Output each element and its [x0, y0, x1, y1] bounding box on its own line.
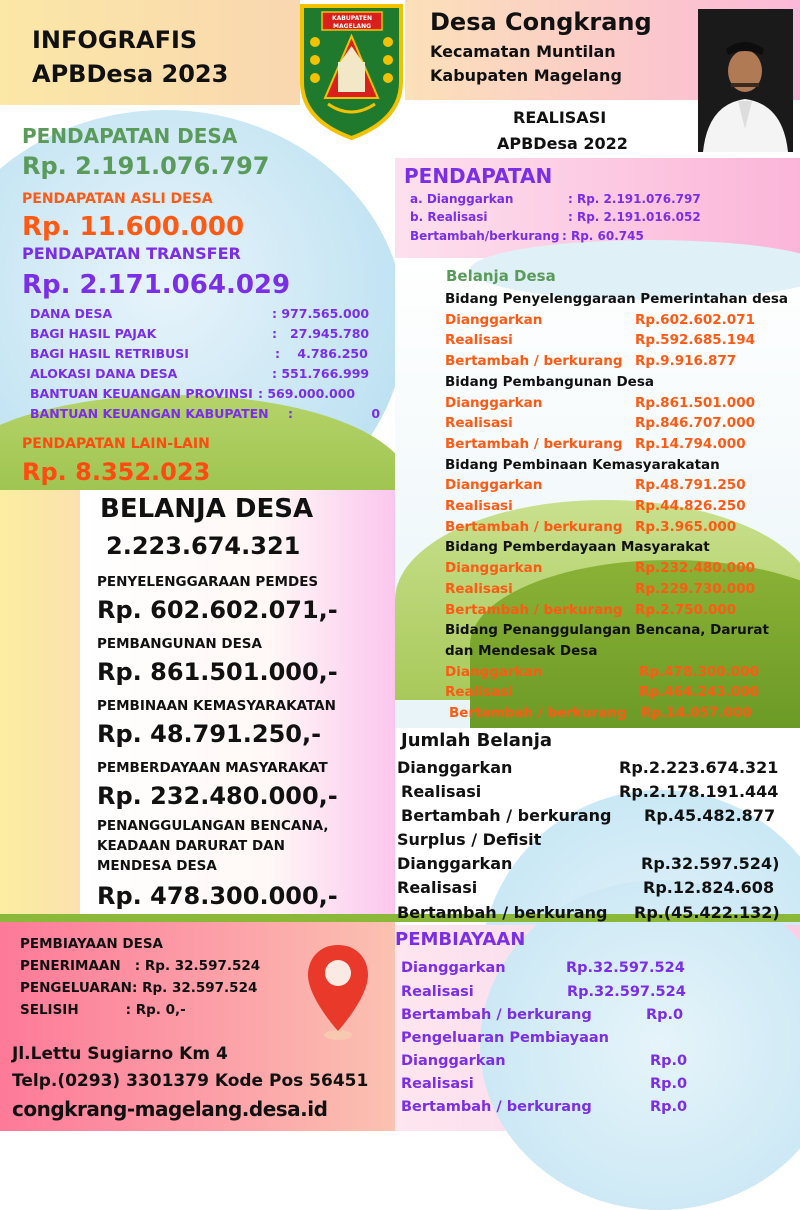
- bidang-row: [445, 519, 785, 537]
- transfer-item: [30, 386, 370, 404]
- svg-text:KABUPATEN: KABUPATEN: [332, 15, 372, 22]
- row-value: Rp.2.750.000: [635, 601, 737, 618]
- row-label: Dianggarkan: [445, 663, 543, 680]
- pad-value: Rp. 11.600.000: [22, 212, 245, 242]
- bencana-label-line2: KEADAAN DARURAT DAN: [97, 838, 285, 854]
- row-value: Rp.229.730.000: [635, 580, 755, 597]
- bidang-row: [445, 332, 785, 350]
- belanja-item-label: PEMBERDAYAAN MASYARAKAT: [97, 760, 328, 776]
- bencana-value: Rp. 478.300.000,-: [97, 882, 338, 910]
- row-label: Dianggarkan: [401, 960, 506, 976]
- row-value: Rp.32.597.524: [566, 960, 685, 976]
- belanja-item-label: PEMBINAAN KEMASYARAKATAN: [97, 698, 336, 714]
- transfer-item-label: BAGI HASIL PAJAK: [30, 326, 157, 341]
- transfer-value: Rp. 2.171.064.029: [22, 270, 291, 300]
- row-label: Bertambah/berkurang: [410, 229, 560, 243]
- row-value: : Rp. 60.745: [562, 229, 644, 243]
- belanja-item-value: Rp. 602.602.071,-: [97, 596, 338, 624]
- bidang-name: Bidang Pembangunan Desa: [445, 373, 654, 390]
- row-value: Rp.0: [650, 1076, 688, 1092]
- belanja-item-value: Rp. 861.501.000,-: [97, 658, 338, 686]
- bidang-row: [445, 581, 785, 599]
- row-value: Rp.464.243.000: [639, 684, 759, 701]
- row-label: Realisasi: [445, 684, 513, 701]
- header-title-line2: APBDesa 2023: [32, 60, 229, 88]
- bidang-name: Bidang Penyelenggaraan Pemerintahan desa: [445, 291, 789, 307]
- row-value: Rp.12.824.608: [643, 878, 775, 897]
- transfer-title: PENDAPATAN TRANSFER: [22, 244, 241, 263]
- bidang-row: [445, 415, 785, 433]
- lain-title: PENDAPATAN LAIN-LAIN: [22, 436, 210, 452]
- belanja-item-label: PENYELENGGARAAN PEMDES: [97, 574, 319, 590]
- transfer-item-value: : 0: [288, 406, 381, 421]
- row-value: Rp.232.480.000: [635, 560, 755, 577]
- phone: Telp.(0293) 3301379 Kode Pos 56451: [12, 1071, 369, 1091]
- transfer-item: [30, 326, 370, 344]
- pembiayaan-item: PENGELUARAN: Rp. 32.597.524: [20, 980, 258, 996]
- row-value: : Rp. 2.191.016.052: [568, 210, 701, 224]
- transfer-item-label: ALOKASI DANA DESA: [30, 366, 178, 381]
- pembiayaan-desa-title: PEMBIAYAAN DESA: [20, 936, 163, 952]
- transfer-item: [30, 346, 370, 364]
- row-label: b. Realisasi: [410, 210, 488, 224]
- svg-text:MAGELANG: MAGELANG: [332, 23, 372, 30]
- bidang-row: [445, 664, 785, 682]
- transfer-item-value: : 4.786.250: [275, 346, 368, 361]
- pengeluaran-row: [401, 1053, 791, 1073]
- transfer-item-value: : 569.000.000: [258, 386, 356, 401]
- address: Jl.Lettu Sugiarno Km 4: [12, 1044, 228, 1064]
- pendapatan-desa-total: Rp. 2.191.076.797: [22, 152, 270, 180]
- transfer-item-value: : 27.945.780: [272, 326, 370, 341]
- header-title-line1: INFOGRAFIS: [32, 26, 198, 54]
- row-label: Dianggarkan: [445, 311, 543, 328]
- row-value: Rp.48.791.250: [635, 477, 746, 494]
- jumlah-row: [397, 758, 797, 780]
- row-value: Rp.0: [646, 1007, 684, 1023]
- regency-name: Kabupaten Magelang: [430, 66, 622, 85]
- jumlah-row: [401, 782, 800, 804]
- bidang-row: [445, 684, 785, 702]
- pengeluaran-row: [401, 1076, 791, 1096]
- bidang-name: Bidang Pembinaan Kemasyarakatan: [445, 456, 720, 473]
- transfer-item-label: BANTUAN KEUANGAN KABUPATEN: [30, 406, 269, 421]
- row-label: a. Dianggarkan: [410, 192, 514, 206]
- row-label: Realisasi: [445, 498, 513, 514]
- row-label: Dianggarkan: [397, 854, 513, 873]
- row-value: Rp.846.707.000: [635, 415, 755, 432]
- row-value: Rp.45.482.877: [644, 806, 776, 825]
- pembiayaan-row: [401, 960, 791, 980]
- bidang-row: [445, 560, 785, 578]
- location-pin-icon: [306, 943, 370, 1043]
- row-label: Dianggarkan: [445, 560, 543, 577]
- right-pendapatan-row: [410, 192, 790, 208]
- row-label: Bertambah / berkurang: [445, 353, 623, 370]
- row-value: Rp.478.300.000: [639, 663, 759, 680]
- surplus-row: [397, 878, 797, 900]
- row-label: Bertambah / berkurang: [397, 903, 608, 922]
- pembiayaan-row: [401, 1007, 791, 1027]
- bidang-name: Bidang Pemberdayaan Masyarakat: [445, 539, 710, 556]
- district-name: Kecamatan Muntilan: [430, 42, 616, 61]
- row-label: Realisasi: [397, 878, 478, 897]
- row-label: Bertambah / berkurang: [445, 435, 623, 452]
- row-label: Bertambah / berkurang: [401, 1007, 592, 1023]
- row-value: Rp.2.178.191.444: [619, 782, 779, 801]
- right-belanja-title: Belanja Desa: [446, 267, 556, 285]
- village-name: Desa Congkrang: [430, 8, 652, 36]
- bidang-row: [445, 477, 785, 495]
- pendapatan-desa-title: PENDAPATAN DESA: [22, 124, 238, 148]
- right-pembiayaan-title: PEMBIAYAAN: [395, 929, 526, 950]
- row-value: Rp.3.965.000: [635, 518, 737, 535]
- regency-logo: [298, 2, 405, 140]
- surplus-row: [397, 854, 797, 876]
- bidang-row: [445, 395, 785, 413]
- pembiayaan-item: SELISIH : Rp. 0,-: [20, 1002, 186, 1018]
- row-label: Dianggarkan: [445, 394, 543, 411]
- row-label: Bertambah / berkurang: [445, 518, 623, 535]
- row-label: Realisasi: [401, 984, 474, 1000]
- transfer-item-label: DANA DESA: [30, 306, 113, 321]
- belanja-desa-title: BELANJA DESA: [100, 494, 314, 524]
- row-label: Dianggarkan: [401, 1053, 506, 1069]
- bidang-row: [445, 498, 785, 516]
- row-label: Realisasi: [445, 415, 513, 432]
- surplus-row: [397, 903, 797, 925]
- pembiayaan-row: [401, 984, 791, 1004]
- transfer-item: [30, 306, 370, 324]
- bidang-name: dan Mendesak Desa: [445, 642, 598, 659]
- row-value: : Rp. 2.191.076.797: [568, 192, 701, 206]
- row-label: Bertambah / berkurang: [401, 1099, 592, 1115]
- lain-value: Rp. 8.352.023: [22, 458, 211, 486]
- row-value: Rp.0: [650, 1099, 688, 1115]
- belanja-desa-total: 2.223.674.321: [106, 532, 301, 560]
- right-pendapatan-title: PENDAPATAN: [404, 164, 553, 188]
- row-label: Bertambah / berkurang: [401, 806, 612, 825]
- pad-title: PENDAPATAN ASLI DESA: [22, 191, 213, 207]
- row-label: Dianggarkan: [445, 477, 543, 494]
- row-label: Realisasi: [401, 1076, 474, 1092]
- row-label: Dianggarkan: [397, 758, 513, 777]
- pengeluaran-row: [401, 1099, 791, 1119]
- belanja-item-value: Rp. 48.791.250,-: [97, 720, 322, 748]
- jumlah-title: Jumlah Belanja: [401, 730, 553, 751]
- surplus-title: Surplus / Defisit: [397, 830, 542, 849]
- transfer-item-value: : 977.565.000: [272, 306, 370, 321]
- row-value: Rp.14.057.000: [641, 705, 752, 721]
- row-value: Rp.44.826.250: [635, 498, 746, 514]
- row-value: Rp.592.685.194: [635, 332, 755, 349]
- bidang-row: [445, 353, 785, 371]
- website-link[interactable]: congkrang-magelang.desa.id: [12, 1097, 328, 1121]
- row-label: Realisasi: [445, 580, 513, 597]
- row-value: Rp.0: [650, 1053, 688, 1069]
- row-value: Rp.(45.422.132): [634, 903, 780, 922]
- row-label: Realisasi: [401, 782, 482, 801]
- transfer-item-label: BANTUAN KEUANGAN PROVINSI: [30, 386, 253, 401]
- row-label: Bertambah / berkurang: [449, 705, 627, 721]
- belanja-item-value: Rp. 232.480.000,-: [97, 782, 338, 810]
- bidang-row: [449, 705, 789, 723]
- row-label: Realisasi: [445, 332, 513, 349]
- transfer-item-label: BAGI HASIL RETRIBUSI: [30, 346, 189, 361]
- pembiayaan-item: PENERIMAAN : Rp. 32.597.524: [20, 958, 261, 974]
- bencana-label-line1: PENANGGULANGAN BENCANA,: [97, 818, 329, 834]
- realisasi-subtitle: APBDesa 2022: [497, 134, 628, 153]
- bidang-row: [445, 312, 785, 330]
- bidang-row: [445, 602, 785, 620]
- bidang-row: [445, 436, 785, 454]
- transfer-item: [30, 406, 381, 424]
- transfer-item-value: : 551.766.999: [272, 366, 370, 381]
- row-label: Bertambah / berkurang: [445, 601, 623, 618]
- belanja-item-label: PEMBANGUNAN DESA: [97, 636, 262, 652]
- row-value: Rp.14.794.000: [635, 435, 746, 452]
- pengeluaran-title: Pengeluaran Pembiayaan: [401, 1030, 609, 1046]
- transfer-item: [30, 366, 370, 384]
- row-value: Rp.861.501.000: [635, 394, 755, 411]
- right-pendapatan-row: [410, 229, 790, 245]
- bencana-label-line3: MENDESA DESA: [97, 858, 217, 874]
- row-value: Rp.2.223.674.321: [619, 758, 779, 777]
- jumlah-row: [401, 806, 800, 828]
- row-value: Rp.602.602.071: [635, 311, 755, 328]
- row-value: Rp.32.597.524: [567, 984, 686, 1000]
- row-value: Rp.32.597.524): [641, 854, 780, 873]
- village-head-photo: [698, 9, 793, 152]
- bidang-name: Bidang Penanggulangan Bencana, Darurat: [445, 622, 769, 639]
- realisasi-title: REALISASI: [513, 108, 607, 127]
- right-pendapatan-row: [410, 210, 790, 226]
- row-value: Rp.9.916.877: [635, 353, 737, 370]
